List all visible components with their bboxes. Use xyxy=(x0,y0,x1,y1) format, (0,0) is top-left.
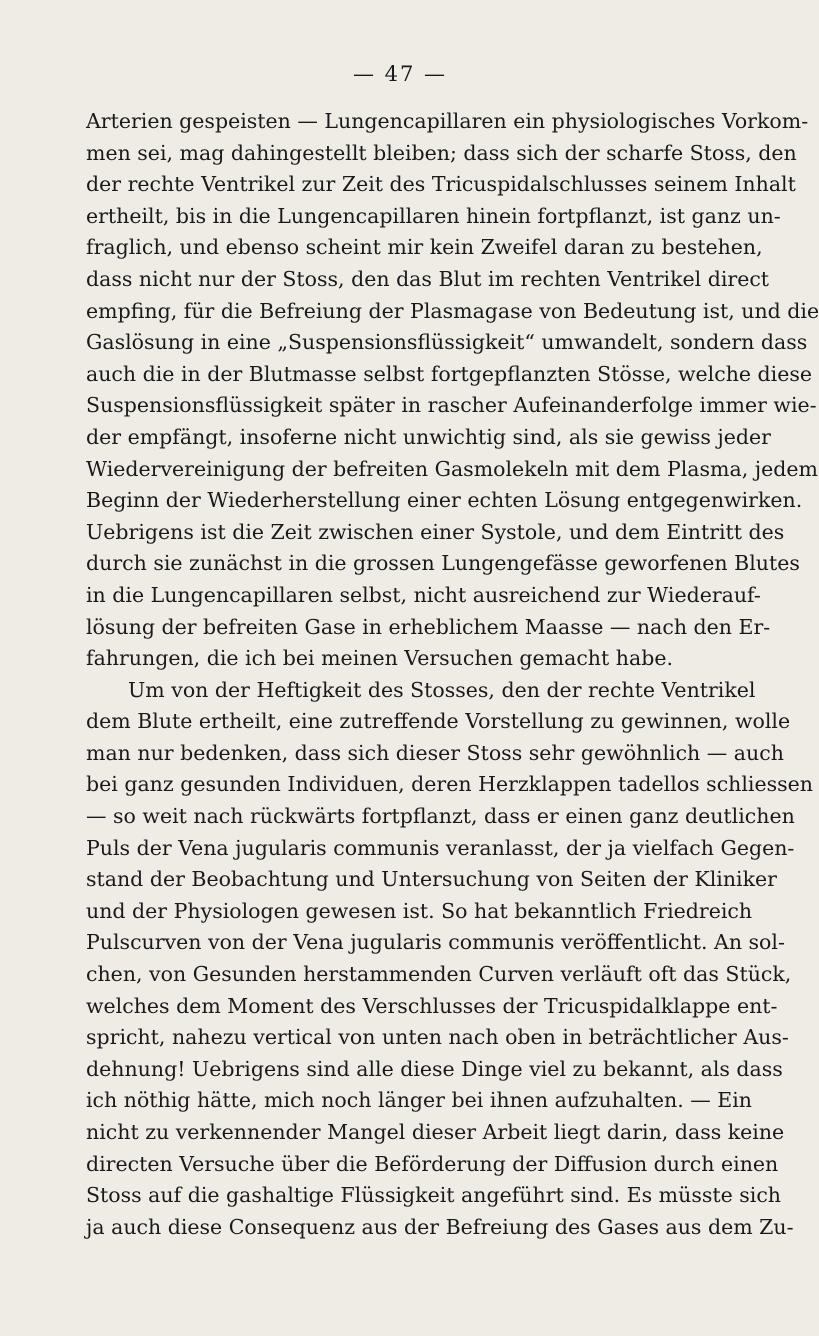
text-line: Um von der Heftigkeit des Stosses, den der rechte Ventrikel xyxy=(128,677,756,702)
text-line: men sei, mag dahingestellt bleiben; dass sich der scharfe Stoss, den xyxy=(86,140,797,165)
text-line: durch sie zunächst in die grossen Lungengefässe geworfenen Blutes xyxy=(86,551,800,576)
text-line: dem Blute ertheilt, eine zutreffende Vorstellung zu gewinnen, wolle xyxy=(86,709,791,734)
text-line: der empfängt, insoferne nicht unwichtig sind, als sie gewiss jeder xyxy=(86,424,771,449)
text-line: empfing, für die Befreiung der Plasmagase von Bedeutung ist, und die xyxy=(86,298,819,323)
text-line: ich nöthig hätte, mich noch länger bei ihnen aufzuhalten. — Ein xyxy=(86,1088,752,1113)
text-line: Stoss auf die gashaltige Flüssigkeit angeführt sind. Es müsste sich xyxy=(86,1183,782,1208)
text-line: auch die in der Blutmasse selbst fortgepflanzten Stösse, welche diese xyxy=(86,361,813,386)
text-line: ertheilt, bis in die Lungencapillaren hinein fortpflanzt, ist ganz un- xyxy=(86,203,781,228)
text-line: fraglich, und ebenso scheint mir kein Zweifel daran zu bestehen, xyxy=(86,235,763,260)
text-line: Gaslösung in eine „Suspensionsflüssigkeit“ umwandelt, sondern dass xyxy=(86,330,808,355)
text-line: in die Lungencapillaren selbst, nicht ausreichend zur Wiederauf- xyxy=(86,582,761,607)
text-line: stand der Beobachtung und Untersuchung von Seiten der Kliniker xyxy=(86,867,777,892)
text-line: Uebrigens ist die Zeit zwischen einer Systole, und dem Eintritt des xyxy=(86,519,785,544)
text-line: spricht, nahezu vertical von unten nach oben in beträchtlicher Aus- xyxy=(86,1025,789,1050)
text-line: Puls der Vena jugularis communis veranlasst, der ja vielfach Gegen- xyxy=(86,835,795,860)
text-line: directen Versuche über die Beförderung der Diffusion durch einen xyxy=(86,1151,779,1176)
text-line: Arterien gespeisten — Lungencapillaren ein physiologisches Vorkom- xyxy=(86,109,809,133)
text-line: welches dem Moment des Verschlusses der Tricuspidalklappe ent- xyxy=(86,993,778,1018)
text-line: dass nicht nur der Stoss, den das Blut im rechten Ventrikel direct xyxy=(86,266,770,291)
text-line: ja auch diese Consequenz aus der Befreiung des Gases aus dem Zu- xyxy=(86,1214,794,1239)
body-text xyxy=(86,106,819,1243)
text-line: der rechte Ventrikel zur Zeit des Tricuspidalschlusses seinem Inhalt xyxy=(86,172,796,197)
text-line: dehnung! Uebrigens sind alle diese Dinge viel zu bekannt, als dass xyxy=(86,1056,783,1081)
text-line: Pulscurven von der Vena jugularis communis veröffentlicht. An sol- xyxy=(86,930,785,955)
text-line: nicht zu verkennender Mangel dieser Arbeit liegt darin, dass keine xyxy=(86,1120,785,1144)
text-line: — so weit nach rückwärts fortpflanzt, dass er einen ganz deutlichen xyxy=(86,804,795,829)
text-line: bei ganz gesunden Individuen, deren Herzklappen tadellos schliessen xyxy=(86,772,813,797)
text-line: Wiedervereinigung der befreiten Gasmolekeln mit dem Plasma, jedem xyxy=(86,456,818,481)
text-line: lösung der befreiten Gase in erheblichem Maasse — nach den Er- xyxy=(86,614,771,639)
text-line: chen, von Gesunden herstammenden Curven verläuft oft das Stück, xyxy=(86,962,792,987)
text-line: Beginn der Wiederherstellung einer echten Lösung entgegenwirken. xyxy=(86,488,803,513)
text-line: man nur bedenken, dass sich dieser Stoss sehr gewöhnlich — auch xyxy=(86,740,784,765)
page-number: — 47 — xyxy=(352,62,448,86)
text-line: und der Physiologen gewesen ist. So hat bekanntlich Friedreich xyxy=(86,898,753,923)
text-line: fahrungen, die ich bei meinen Versuchen gemacht habe. xyxy=(86,646,673,671)
text-line: Suspensionsflüssigkeit später in rascher Aufeinanderfolge immer wie- xyxy=(86,393,817,418)
